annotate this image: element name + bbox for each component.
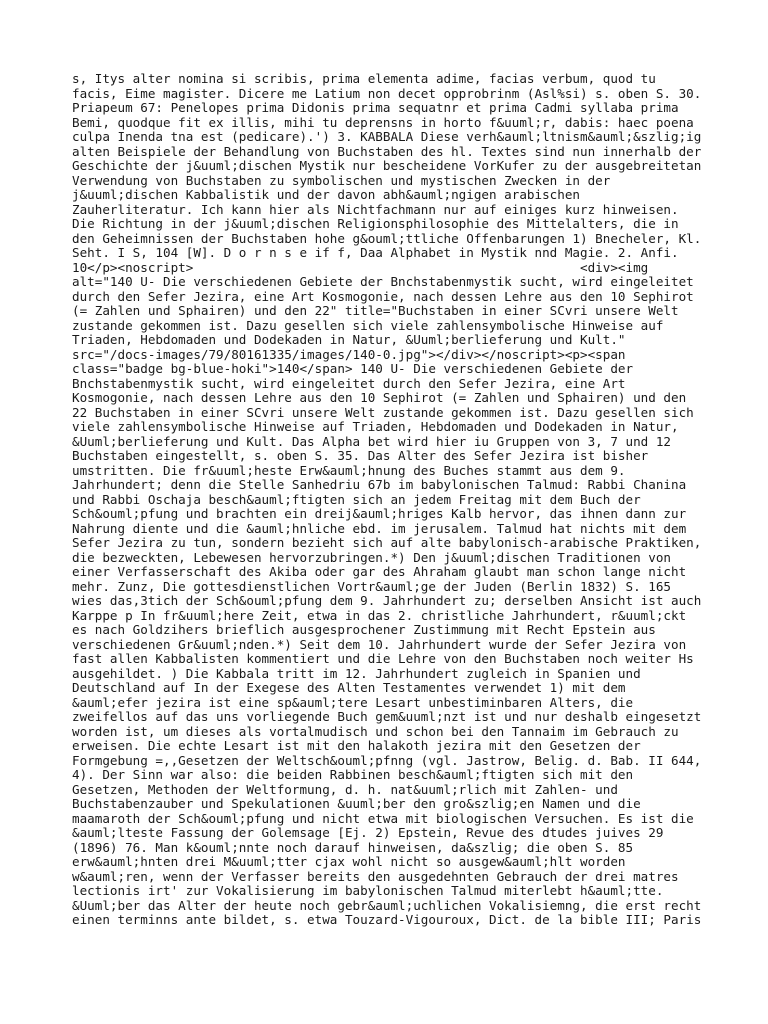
text-line: die bezweckten, Lebewesen hervorzubringen.*) Den j&uuml;dischen Traditionen von <box>72 550 671 565</box>
text-line: (= Zahlen und Sphairen) und den 22" title="Buchstaben in einer SCvri unsere Welt <box>72 304 679 318</box>
text-line: Sch&ouml;pfung und brachten ein dreij&auml;hriges Kalb hervor, das ihnen dann zur <box>72 507 687 521</box>
text-line: Die Richtung in der j&uuml;dischen Religionsphilosophie des Mittelalters, die in <box>72 217 679 231</box>
text-line: verschiedenen Gr&uuml;nden.*) Seit dem 10. Jahrhundert wurde der Sefer Jezira von <box>72 637 687 652</box>
text-line: 4). Der Sinn war also: die beiden Rabbinen besch&auml;ftigten sich mit den <box>72 768 634 782</box>
text-line: einer Verfasserschaft des Akiba oder gar des Ahraham glaubt man schon lange nicht <box>72 565 687 579</box>
text-line: lectionis irt' zur Vokalisierung im babylonischen Talmud miterlebt h&auml;tte. <box>72 884 664 898</box>
text-line: w&auml;ren, wenn der Verfasser bereits den ausgedehnten Gebrauch der drei matres <box>72 869 679 884</box>
text-line: culpa Inenda tna est (pedicare).') 3. KABBALA Diese verh&auml;ltnism&auml;&szlig;ig <box>72 130 702 144</box>
text-line: Bemi, quodque fit ex illis, mihi tu deprensns in horto f&uuml;r, dabis: haec poena <box>72 115 694 130</box>
text-line: &auml;lteste Fassung der Golemsage [Ej. 2) Epstein, Revue des dtudes juives 29 <box>72 826 664 840</box>
text-line: Nahrung diente und die &auml;hnliche ebd. im jerusalem. Talmud hat nichts mit dem <box>72 521 687 536</box>
text-line: Buchstabenzauber und Spekulationen &uuml;ber den gro&szlig;en Namen und die <box>72 797 641 811</box>
text-line: Sefer Jezira zu tun, sondern bezieht sich auf alte babylonisch-arabische Praktiken, <box>72 536 702 550</box>
text-line: erweisen. Die echte Lesart ist mit den halakoth jezira mit den Gesetzen der <box>72 739 641 753</box>
text-line: class="badge bg-blue-hoki">140</span> 140 U- Die verschiedenen Gebiete der <box>72 362 634 376</box>
text-line: zustande gekommen ist. Dazu gesellen sich viele zahlensymbolische Hinweise auf <box>72 318 664 333</box>
text-line: und Rabbi Oschaja besch&auml;ftigten sich an jedem Freitag mit dem Buch der <box>72 492 641 507</box>
text-line: s, Itys alter nomina si scribis, prima elementa adime, facias verbum, quod tu <box>72 72 656 86</box>
text-line: Jahrhundert; denn die Stelle Sanhedriu 67b im babylonischen Talmud: Rabbi Chanina <box>72 478 687 492</box>
text-line: Triaden, Hebdomaden und Dodekaden in Natur, &Uuml;berlieferung und Kult." <box>72 333 626 347</box>
text-line: Buchstaben eingestellt, s. oben S. 35. Das Alter des Sefer Jezira ist bisher <box>72 449 649 463</box>
text-line: 10</p><noscript> <div><img <box>72 260 649 275</box>
text-line: Formgebung =,,Gesetzen der Weltsch&ouml;pfnng (vgl. Jastrow, Belig. d. Bab. II 644, <box>72 753 702 768</box>
text-line: Seht. I S, 104 [W]. D o r n s e if f, Daa Alphabet in Mystik nnd Magie. 2. Anfi. <box>72 246 679 260</box>
text-line: (1896) 76. Man k&ouml;nnte noch darauf hinweisen, da&szlig; die oben S. 85 <box>72 840 634 855</box>
text-line: 22 Buchstaben in einer SCvri unsere Welt zustande gekommen ist. Dazu gesellen sich <box>72 405 694 420</box>
text-line: src="/docs-images/79/80161335/images/140-0.jpg"></div></noscript><p><span <box>72 347 626 362</box>
text-line: mehr. Zunz, Die gottesdienstlichen Vortr&auml;ge der Juden (Berlin 1832) S. 165 <box>72 579 671 594</box>
text-line: Priapeum 67: Penelopes prima Didonis prima sequatnr et prima Cadmi syllaba prima <box>72 101 679 115</box>
text-line: erw&auml;hnten drei M&uuml;tter cjax wohl nicht so ausgew&auml;hlt worden <box>72 855 626 869</box>
text-line: ausgehildet. ) Die Kabbala tritt im 12. Jahrhundert zugleich in Spanien und <box>72 666 641 681</box>
text-line: zweifellos auf das uns vorliegende Buch gem&uuml;nzt ist und nur deshalb eingesetzt <box>72 710 702 724</box>
text-line: Zauherliteratur. Ich kann hier als Nichtfachmann nur auf einiges kurz hinweisen. <box>72 202 679 217</box>
text-line: durch den Sefer Jezira, eine Art Kosmogonie, nach dessen Lehre aus den 10 Sephirot <box>72 289 694 304</box>
text-line: alt="140 U- Die verschiedenen Gebiete der Bnchstabenmystik sucht, wird eingeleitet <box>72 275 694 289</box>
text-line: &auml;efer jezira ist eine sp&auml;tere Lesart unbestiminbaren Alters, die <box>72 695 634 710</box>
text-line: Geschichte der j&uuml;dischen Mystik nur bescheidene VorKufer zu der ausgebreitetan <box>72 159 702 173</box>
text-line: fast allen Kabbalisten kommentiert und die Lehre von den Buchstaben noch weiter Hs <box>72 652 694 666</box>
text-line: alten Beispiele der Behandlung von Buchstaben des hl. Textes sind nun innerhalb der <box>72 144 702 159</box>
text-line: facis, Eime magister. Dicere me Latium non decet opprobrinm (Asl%si) s. oben S. 30. <box>72 86 702 101</box>
text-line: Deutschland auf In der Exegese des Alten Testamentes verwendet 1) mit dem <box>72 681 626 695</box>
text-line: Kosmogonie, nach dessen Lehre aus den 10 Sephirot (= Zahlen und Sphairen) und den <box>72 391 687 405</box>
text-line: Bnchstabenmystik sucht, wird eingeleitet durch den Sefer Jezira, eine Art <box>72 376 626 391</box>
document-page <box>72 72 712 928</box>
text-line: maamaroth der Sch&ouml;pfung und nicht etwa mit biologischen Versuchen. Es ist die <box>72 811 694 826</box>
text-line: Gesetzen, Methoden der Weltformung, d. h. nat&uuml;rlich mit Zahlen- und <box>72 782 618 797</box>
text-line: &Uuml;berlieferung und Kult. Das Alpha bet wird hier iu Gruppen von 3, 7 und 12 <box>72 434 671 449</box>
text-line: Verwendung von Buchstaben zu symbolischen und mystischen Zwecken in der <box>72 173 611 188</box>
text-line: j&uuml;dischen Kabbalistik und der davon abh&auml;ngigen arabischen <box>72 188 580 202</box>
text-line: einen terminns ante bildet, s. etwa Touzard-Vigouroux, Dict. de la bible III; Paris <box>72 913 702 927</box>
text-line: Karppe p In fr&uuml;here Zeit, etwa in das 2. christliche Jahrhundert, r&uuml;ckt <box>72 608 687 623</box>
text-line: umstritten. Die fr&uuml;heste Erw&auml;hnung des Buches stammt aus dem 9. <box>72 463 626 478</box>
text-line: worden ist, um dieses als vortalmudisch und schon bei den Tannaim im Gebrauch zu <box>72 724 679 739</box>
text-line: &Uuml;ber das Alter der heute noch gebr&auml;uchlichen Vokalisiemng, die erst recht <box>72 898 702 913</box>
text-line: viele zahlensymbolische Hinweise auf Triaden, Hebdomaden und Dodekaden in Natur, <box>72 420 679 434</box>
text-line: es nach Goldzihers brieflich ausgesprochener Zustimmung mit Recht Epstein aus <box>72 623 656 637</box>
text-line: wies das,3tich der Sch&ouml;pfung dem 9. Jahrhundert zu; derselben Ansicht ist auch <box>72 594 702 608</box>
text-line: den Geheimnissen der Buchstaben hohe g&ouml;ttliche Offenbarungen 1) Bnecheler, Kl. <box>72 231 702 246</box>
